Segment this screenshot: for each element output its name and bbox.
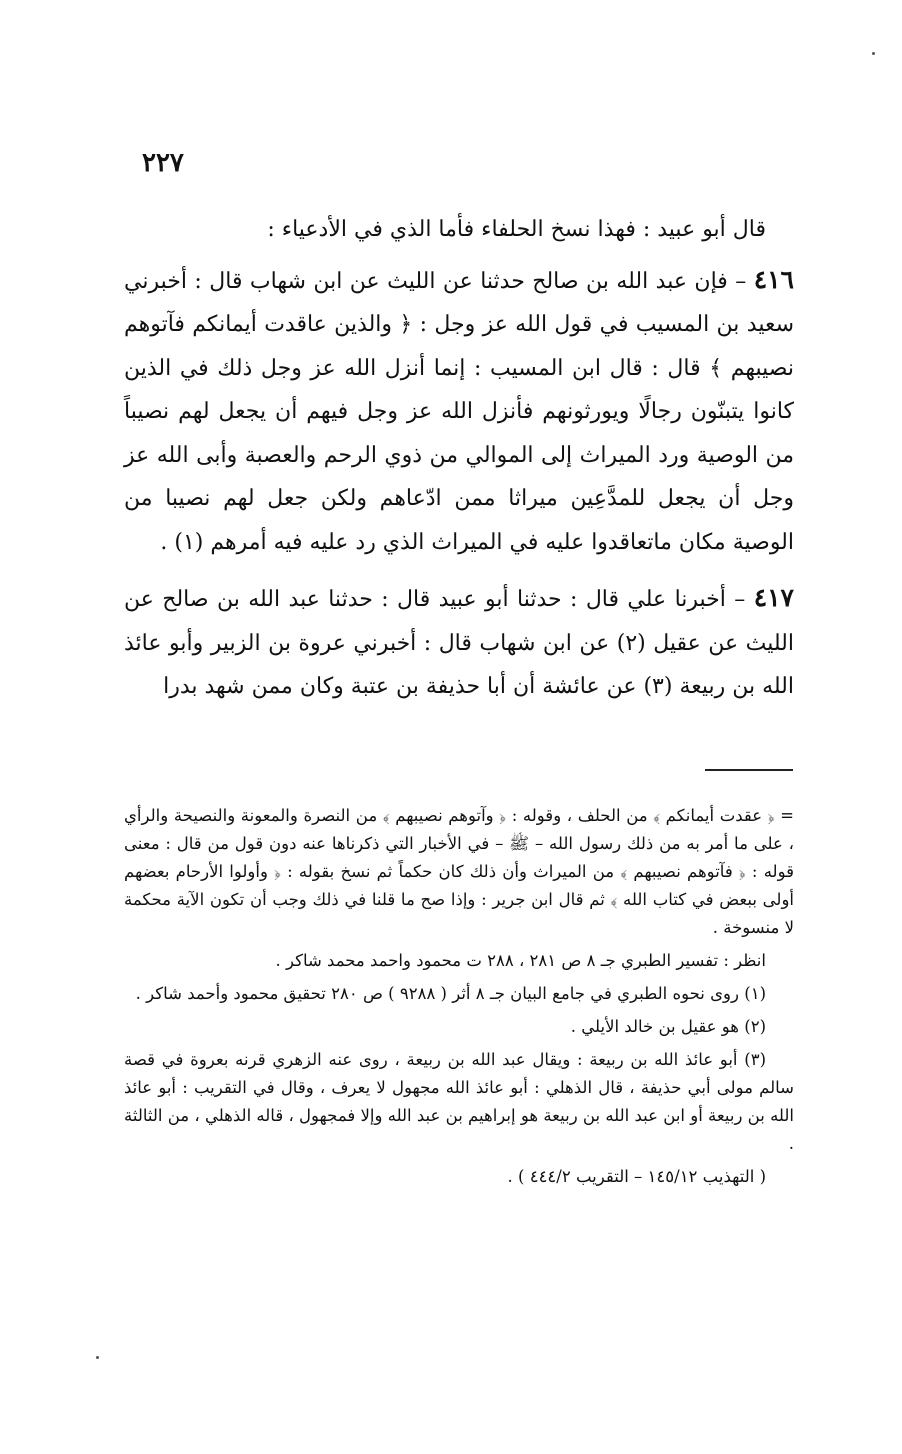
entry-text: – أخبرنا علي قال : حدثنا أبو عبيد قال : حدثنا عبد الله بن صالح عن الليث عن عقيل (٢) عن ابن شهاب قال : أخبرني عروة بن الزبير وأبو عائذ الله بن ربيعة (٣) عن عائشة أن أبا حذيفة بن عتبة وكان ممن شهد بدرا bbox=[124, 587, 794, 699]
intro-line: قال أبو عبيد : فهذا نسخ الحلفاء فأما الذي في الأدعياء : bbox=[267, 217, 766, 242]
page-number: ٢٢٧ bbox=[142, 148, 184, 178]
entry-number: ٤١٦ bbox=[753, 264, 794, 294]
footnotes bbox=[124, 802, 794, 1196]
entry-417 bbox=[124, 576, 794, 709]
main-text bbox=[124, 208, 794, 721]
scan-speck bbox=[872, 52, 875, 55]
footnote-continuation: = ﴿ عقدت أيمانكم ﴾ من الحلف ، وقوله : ﴿ وآتوهم نصيبهم ﴾ من النصرة والمعونة والنصيحة والرأي ، على ما أمر به من ذلك رسول الله – ﷺ – في الأخبار التي ذكرناها عنه دون قول من قال : معنى قوله : ﴿ فآتوهم نصيبهم ﴾ من الميراث وأن ذلك كان حكماً ثم نسخ بقوله : ﴿ وأولوا الأرحام بعضهم أولى ببعض في كتاب الله ﴾ ثم قال ابن جرير : وإذا صح ما قلنا في ذلك وجب أن تكون الآية محكمة لا منسوخة . bbox=[124, 806, 794, 937]
entry-text: – فإن عبد الله بن صالح حدثنا عن الليث عن ابن شهاب قال : أخبرني سعيد بن المسيب في قول الله عز وجل : ﴿ والذين عاقدت أيمانكم فآتوهم نصيبهم ﴾ قال : قال ابن المسيب : إنما أنزل الله عز وجل ذلك في الذين كانوا يتبنّون رجالًا ويورثونهم فأنزل الله عز وجل فيهم أن يجعل لهم نصيباً من الوصية ورد الميراث إلى الموالي من ذوي الرحم والعصبة وأبى الله عز وجل أن يجعل للمدَّعِين ميراثا ممن ادّعاهم ولكن جعل لهم نصيبا من الوصية مكان ماتعاقدوا عليه في الميراث الذي رد عليه فيه أمرهم (١) . bbox=[124, 268, 794, 555]
entry-number: ٤١٧ bbox=[753, 583, 794, 612]
footnote-separator bbox=[705, 769, 793, 771]
entry-416 bbox=[124, 258, 794, 565]
footnote-3: (٣) أبو عائذ الله بن ربيعة : ويقال عبد الله بن ربيعة ، روى عنه الزهري قرنه بعروة في قصة سالم مولى أبي حذيفة ، قال الذهلي : أبو عائذ الله مجهول لا يعرف ، وقال في التقريب : أبو عائذ الله بن ربيعة أو ابن عبد الله بن ربيعة هو إبراهيم بن عبد الله وإلا فمجهول ، قاله الذهلي ، من الثالثة . bbox=[124, 1050, 794, 1153]
scan-speck bbox=[96, 1356, 99, 1359]
footnote-1: (١) روى نحوه الطبري في جامع البيان جـ ٨ أثر ( ٩٢٨٨ ) ص ٢٨٠ تحقيق محمود وأحمد شاكر . bbox=[135, 984, 766, 1003]
footnote-2: (٢) هو عقيل بن خالد الأيلي . bbox=[570, 1017, 766, 1036]
footnote-reference: انظر : تفسير الطبري جـ ٨ ص ٢٨١ ، ٢٨٨ ت محمود واحمد محمد شاكر . bbox=[275, 951, 766, 970]
footnote-3-source: ( التهذيب ١٤٥/١٢ – التقريب ٤٤٤/٢ ) . bbox=[507, 1167, 766, 1186]
